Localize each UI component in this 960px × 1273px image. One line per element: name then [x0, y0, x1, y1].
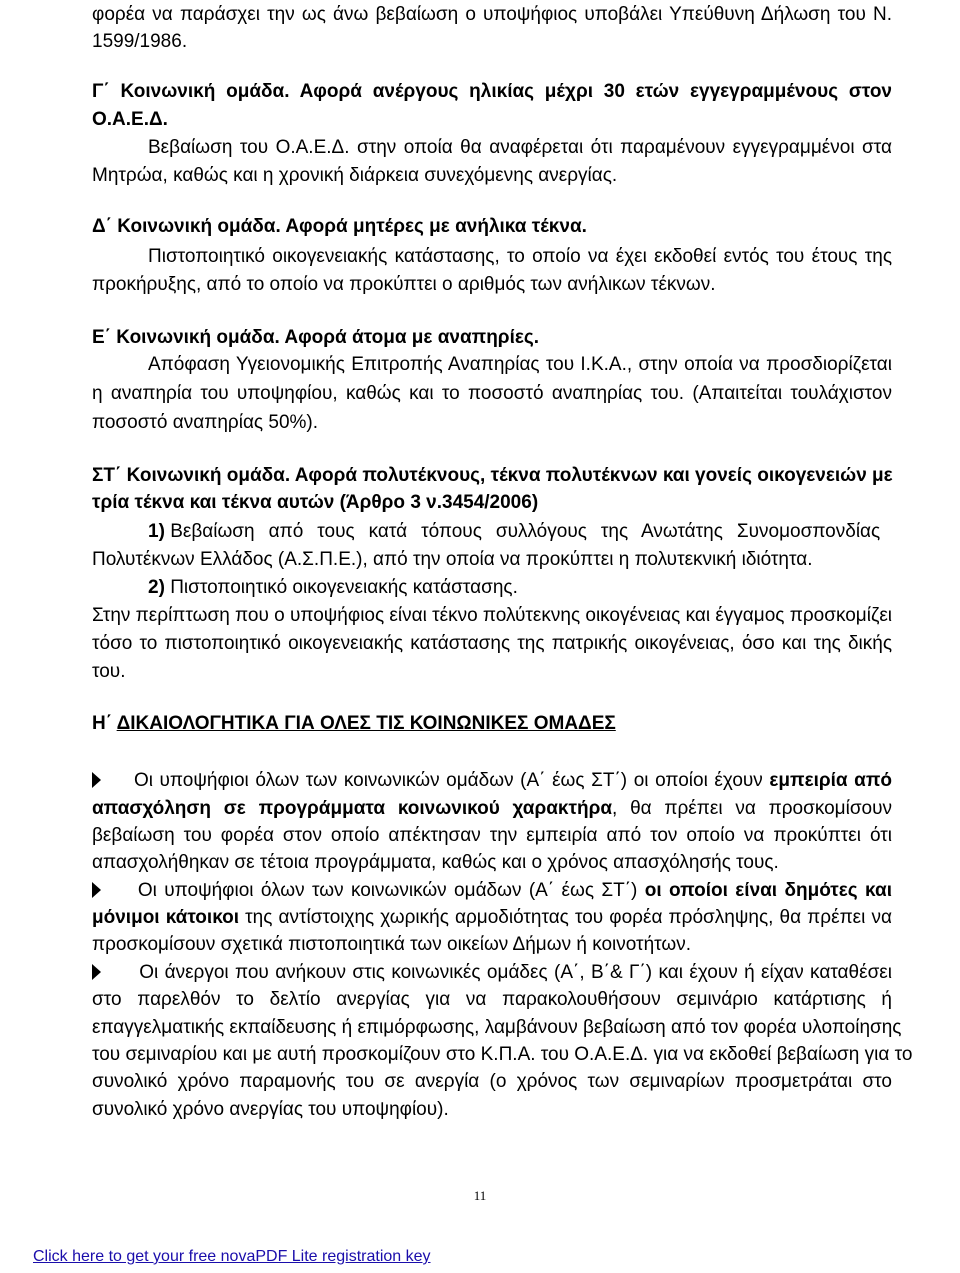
text-line: προσκομίσουν σχετικά πιστοποιητικά των οικείων Δήμων ή κοινοτήτων.	[92, 934, 691, 955]
arrow-bullet-icon	[92, 964, 101, 980]
text-line: φορέα να παράσχει την ως άνω βεβαίωση ο υποψήφιος υποβάλει Υπεύθυνη Δήλωση του Ν.	[92, 4, 892, 25]
arrow-bullet-icon	[92, 772, 101, 788]
bullet-text: της αντίστοιχης χωρικής αρμοδιότητας του φορέα πρόσληψης, θα πρέπει να	[239, 907, 892, 928]
text-line: απασχολήθηκαν σε τέτοια προγράμματα, καθώς και ο χρόνος απασχόλησής τους.	[92, 852, 779, 873]
section-heading-d: Δ΄ Κοινωνική ομάδα. Αφορά μητέρες με ανήλικα τέκνα.	[92, 216, 587, 237]
text-line: βεβαίωση του φορέα στον οποίο απέκτησαν την εμπειρία από τον οποίο να προκύπτει ότι	[92, 825, 892, 846]
text-line: στο παρελθόν το δελτίο ανεργίας για να παρακολουθήσουν σεμινάριο κατάρτισης ή	[92, 989, 892, 1010]
bullet-text: Οι άνεργοι που ανήκουν στις κοινωνικές ομάδες (Α΄, Β΄& Γ΄) και έχουν ή είχαν καταθέσει	[139, 962, 892, 983]
text-line: 1599/1986.	[92, 31, 188, 52]
section-heading-e: Ε΄ Κοινωνική ομάδα. Αφορά άτομα με αναπηρίες.	[92, 327, 540, 348]
arrow-bullet-icon	[92, 882, 101, 898]
text-line: επαγγελματικής εκπαίδευσης ή επιμόρφωσης, λαμβάνουν βεβαίωση από τον φορέα υλοποίησης	[92, 1017, 902, 1038]
section-heading-h	[92, 711, 892, 737]
text-line	[92, 796, 892, 822]
text-line: ποσοστό αναπηρίας 50%).	[92, 412, 319, 433]
text-line	[92, 905, 892, 931]
heading-title: ΔΙΚΑΙΟΛΟΓΗΤΙΚΑ ΓΙΑ ΟΛΕΣ ΤΙΣ ΚΟΙΝΩΝΙΚΕΣ ΟΜΑΔΕΣ	[116, 713, 616, 734]
numbered-item-2	[148, 575, 892, 601]
section-heading-st: ΣΤ΄ Κοινωνική ομάδα. Αφορά πολυτέκνους, τέκνα πολυτέκνων και γονείς οικογενειών με	[92, 465, 893, 486]
registration-link[interactable]: Click here to get your free novaPDF Lite registration key	[33, 1248, 431, 1265]
bullet-1-line	[92, 768, 892, 794]
item-number: 2)	[148, 577, 165, 598]
text-line: προκήρυξης, από το οποίο να προκύπτει ο αριθμός των ανήλικων τέκνων.	[92, 274, 716, 295]
bullet-text: , θα πρέπει να προσκομίσουν	[612, 798, 893, 819]
text-line: Πολυτέκνων Ελλάδος (Α.Σ.Π.Ε.), από την οποία να προκύπτει η πολυτεκνική ιδιότητα.	[92, 549, 813, 570]
text-line: Πιστοποιητικό οικογενειακής κατάστασης, το οποίο να έχει εκδοθεί εντός του έτους της	[148, 246, 892, 267]
text-line: του σεμιναρίου και με αυτή προσκομίζουν στο Κ.Π.Α. του Ο.Α.Ε.Δ. για να εκδοθεί βεβαίωση για το	[92, 1044, 913, 1065]
heading-prefix: Η΄	[92, 713, 117, 734]
section-heading-g: Γ΄ Κοινωνική ομάδα. Αφορά ανέργους ηλικίας μέχρι 30 ετών εγγεγραμμένους στον	[92, 81, 892, 102]
section-heading-st-cont: τρία τέκνα και τέκνα αυτών (Άρθρο 3 ν.3454/2006)	[92, 492, 539, 513]
bullet-text: Οι υποψήφιοι όλων των κοινωνικών ομάδων (Α΄ έως ΣΤ΄) οι οποίοι έχουν	[133, 770, 770, 791]
text-line: τόσο το πιστοποιητικό οικογενειακής κατάστασης της πατρικής οικογένειας, όσο και της δικής	[92, 633, 892, 654]
text-line: Βεβαίωση του Ο.Α.Ε.Δ. στην οποία θα αναφέρεται ότι παραμένουν εγγεγραμμένοι στα	[148, 137, 892, 158]
text-line: συνολικό χρόνο παραμονής του σε ανεργία (ο χρόνος των σεμιναρίων προσμετράται στο	[92, 1071, 892, 1092]
bullet-text-bold: μόνιμοι κάτοικοι	[92, 907, 240, 928]
item-number: 1)	[148, 521, 165, 542]
text-line: Μητρώα, καθώς και η χρονική διάρκεια συνεχόμενης ανεργίας.	[92, 165, 618, 186]
bullet-text-bold: οι οποίοι είναι δημότες και	[644, 880, 892, 901]
bullet-2-line	[92, 878, 892, 904]
bullet-text-bold: εμπειρία από	[769, 770, 893, 791]
item-text: Πιστοποιητικό οικογενειακής κατάστασης.	[170, 577, 518, 598]
text-line: Απόφαση Υγειονομικής Επιτροπής Αναπηρίας του Ι.Κ.Α., στην οποία να προσδιορίζεται	[148, 354, 892, 375]
bullet-text-bold: απασχόληση σε προγράμματα κοινωνικού χαρακτήρα	[92, 798, 613, 819]
section-heading-g-cont: Ο.Α.Ε.Δ.	[92, 109, 168, 130]
bullet-text: Οι υποψήφιοι όλων των κοινωνικών ομάδων (Α΄ έως ΣΤ΄)	[137, 880, 645, 901]
text-line: η αναπηρία του υποψηφίου, καθώς και το ποσοστό αναπηρίας του. (Απαιτείται τουλάχιστον	[92, 383, 892, 404]
numbered-item-1	[148, 519, 892, 545]
bullet-3-line	[92, 960, 892, 986]
text-line: συνολικό χρόνο ανεργίας του υποψηφίου).	[92, 1099, 449, 1120]
page-number: 11	[473, 1188, 487, 1203]
item-text: Βεβαίωση από τους κατά τόπους συλλόγους της Ανωτάτης Συνομοσπονδίας	[170, 521, 881, 542]
text-line: Στην περίπτωση που ο υποψήφιος είναι τέκνο πολύτεκνης οικογένειας και έγγαμος προσκομίζει	[92, 605, 893, 626]
text-line: του.	[92, 661, 126, 682]
